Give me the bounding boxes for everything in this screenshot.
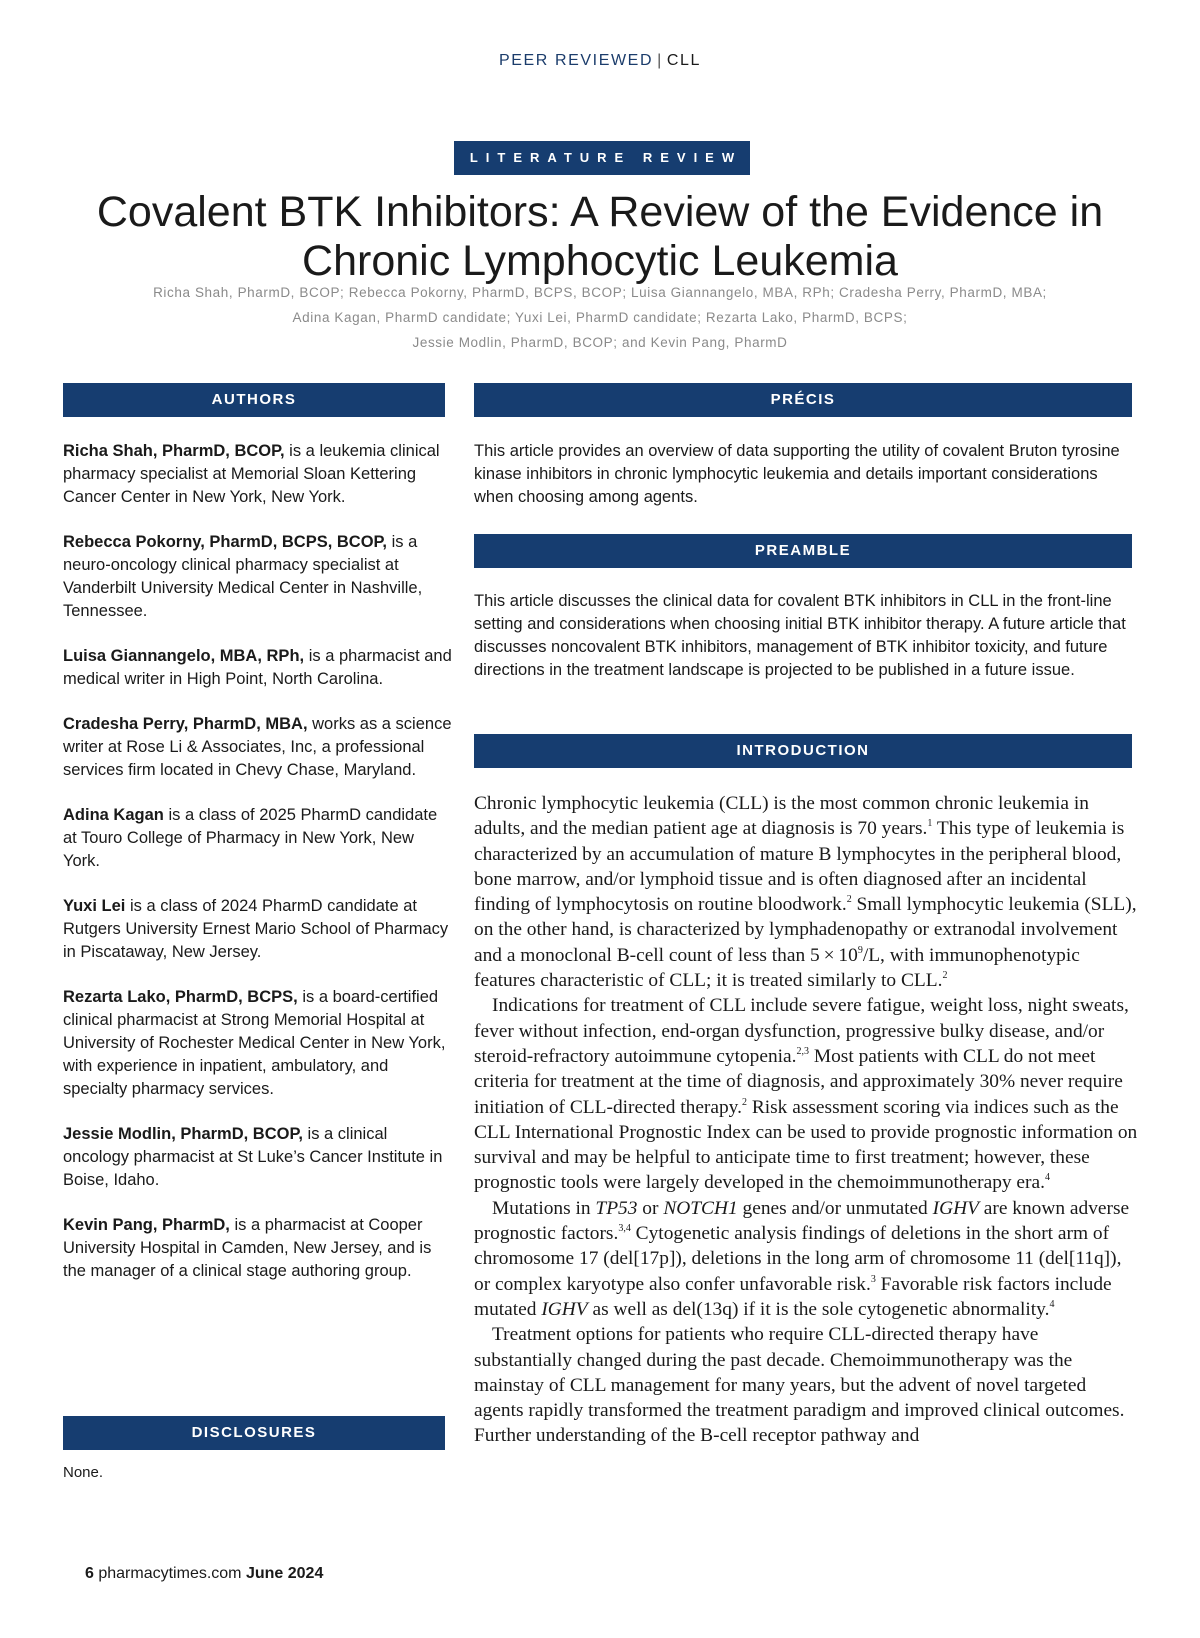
text-run: as well as del(13q) if it is the sole cytogenetic abnormality. <box>587 1298 1050 1320</box>
author-name: Yuxi Lei <box>63 897 126 915</box>
author-bio <box>63 986 455 1101</box>
gene-name: TP53 <box>595 1197 638 1219</box>
text-run: /L, with immunophenotypic features characteristic of CLL; it is treated similarly to CLL. <box>474 944 1080 992</box>
author-bio <box>63 645 455 691</box>
disclosures-text: None. <box>63 1464 104 1481</box>
author-description: is a pharmacist at Cooper University Hospital in Camden, New Jersey, and is the manager of a clinical stage authoring group. <box>63 1216 432 1280</box>
running-header <box>0 52 1200 70</box>
page-number: 6 <box>85 1565 94 1582</box>
author-name: Kevin Pang, PharmD, <box>63 1216 230 1234</box>
author-bio <box>63 440 455 509</box>
text-run: Small lymphocytic leukemia (SLL), on the other hand, is characterized by lymphadenopathy or extranodal involvement and a monoclonal B-cell count of less than 5 × 10 <box>474 894 1137 966</box>
author-byline <box>40 280 1160 355</box>
text-run: or <box>637 1197 664 1219</box>
author-bio <box>63 1123 455 1192</box>
gene-name: NOTCH1 <box>663 1197 738 1219</box>
reference-superscript: 2 <box>741 1096 747 1108</box>
footer-issue: June 2024 <box>245 1565 324 1582</box>
reference-superscript: 4 <box>1049 1298 1055 1310</box>
author-bio <box>63 713 455 782</box>
author-name: Jessie Modlin, PharmD, BCOP, <box>63 1125 303 1143</box>
author-bio <box>63 804 455 873</box>
page-footer <box>85 1565 323 1583</box>
text-run: Indications for treatment of CLL include severe fatigue, weight loss, night sweats, fever without infection, end-organ dysfunction, progressive bulky disease, and/or steroid-refractory autoimmune cytopenia. <box>474 995 1129 1067</box>
text-run: Cytogenetic analysis findings of deletions in the short arm of chromosome 17 (del[17p]), deletions in the long arm of chromosome 11 (del[11q]), or complex karyotype also confer unfavorable risk. <box>474 1223 1122 1295</box>
article-title <box>40 188 1160 286</box>
text-run: Mutations in <box>492 1197 596 1219</box>
intro-paragraph-1 <box>474 791 1139 993</box>
precis-text: This article provides an overview of data supporting the utility of covalent Bruton tyrosine kinase inhibitors in chronic lymphocytic leukemia and details important considerations when choosing among agents. <box>474 442 1120 506</box>
literature-review-badge: LITERATURE REVIEW <box>454 141 750 175</box>
title-line-1: Covalent BTK Inhibitors: A Review of the Evidence in <box>96 188 1104 236</box>
reference-superscript: 2 <box>846 894 852 906</box>
disclosures-heading: DISCLOSURES <box>63 1416 445 1450</box>
author-description: is a pharmacist and medical writer in High Point, North Carolina. <box>63 647 452 688</box>
text-run: Most patients with CLL do not meet criteria for treatment at the time of diagnosis, and approximately 30% never require initiation of CLL-directed therapy. <box>474 1045 1123 1118</box>
header-topic: CLL <box>666 52 702 69</box>
author-bios <box>63 440 455 1305</box>
authors-heading: AUTHORS <box>63 383 445 417</box>
text-run: Risk assessment scoring via indices such as the CLL International Prognostic Index can be used to provide prognostic information on survival and may be helpful to anticipate time to first treatment; however, these prognostic tools were largely developed in the chemoimmunotherapy era. <box>474 1096 1138 1194</box>
author-name: Richa Shah, PharmD, BCOP, <box>63 442 285 460</box>
reference-superscript: 2,3 <box>796 1045 810 1057</box>
reference-superscript: 2 <box>942 970 948 982</box>
intro-paragraph-3 <box>474 1196 1139 1322</box>
byline-line-2: Adina Kagan, PharmD candidate; Yuxi Lei, PharmD candidate; Rezarta Lako, PharmD, BCPS; <box>292 310 908 325</box>
header-section: PEER REVIEWED <box>498 52 654 69</box>
byline-line-1: Richa Shah, PharmD, BCOP; Rebecca Pokorny, PharmD, BCPS, BCOP; Luisa Giannangelo, MBA, RPh; Cradesha Perry, PharmD, MBA; <box>153 285 1047 300</box>
intro-paragraph-4: Treatment options for patients who require CLL-directed therapy have substantially changed during the past decade. Chemoimmunotherapy was the mainstay of CLL management for many years, but the advent of novel targeted agents rapidly transformed the treatment paradigm and improved clinical outcomes. Further understanding of the B-cell receptor pathway and <box>474 1324 1125 1447</box>
byline-line-3: Jessie Modlin, PharmD, BCOP; and Kevin Pang, PharmD <box>412 335 788 350</box>
author-name: Rezarta Lako, PharmD, BCPS, <box>63 988 298 1006</box>
text-run: are known adverse prognostic factors. <box>474 1197 1130 1245</box>
header-divider: | <box>657 52 663 69</box>
title-line-2: Chronic Lymphocytic Leukemia <box>302 237 898 285</box>
author-name: Rebecca Pokorny, PharmD, BCPS, BCOP, <box>63 533 387 551</box>
reference-superscript: 3 <box>870 1273 876 1285</box>
author-description: is a board-certified clinical pharmacist at Strong Memorial Hospital at University of Rochester Medical Center in New York, with experience in inpatient, ambulatory, and specialty pharmacy services. <box>63 988 446 1098</box>
author-bio <box>63 1214 455 1283</box>
introduction-body <box>474 791 1139 1449</box>
reference-superscript: 3,4 <box>618 1223 631 1235</box>
author-description: is a leukemia clinical pharmacy specialist at Memorial Sloan Kettering Cancer Center in New York, New York. <box>63 442 440 506</box>
footer-site: pharmacytimes.com <box>98 1565 242 1582</box>
author-name: Adina Kagan <box>63 806 164 824</box>
preamble-heading: PREAMBLE <box>474 534 1132 568</box>
gene-name: IGHV <box>541 1298 588 1320</box>
text-run: Favorable risk factors include mutated <box>474 1273 1112 1320</box>
author-bio <box>63 895 455 964</box>
text-run: Chronic lymphocytic leukemia (CLL) is the most common chronic leukemia in adults, and the median patient age at diagnosis is 70 years. <box>474 793 1089 840</box>
author-description: is a class of 2024 PharmD candidate at Rutgers University Ernest Mario School of Pharmacy in Piscataway, New Jersey. <box>63 897 449 961</box>
reference-superscript: 4 <box>1044 1172 1050 1184</box>
author-description: is a class of 2025 PharmD candidate at Touro College of Pharmacy in New York, New York. <box>63 806 438 870</box>
author-description: works as a science writer at Rose Li & Associates, Inc, a professional services firm located in Chevy Chase, Maryland. <box>63 715 452 779</box>
intro-paragraph-2 <box>474 993 1139 1195</box>
author-description: is a neuro-oncology clinical pharmacy specialist at Vanderbilt University Medical Center in Nashville, Tennessee. <box>63 533 423 620</box>
introduction-heading: INTRODUCTION <box>474 734 1132 768</box>
preamble-text: This article discusses the clinical data for covalent BTK inhibitors in CLL in the front-line setting and considerations when choosing initial BTK inhibitor therapy. A future article that discusses noncovalent BTK inhibitors, management of BTK inhibitor toxicity, and future directions in the treatment landscape is projected to be published in a future issue. <box>474 592 1126 679</box>
author-description: is a clinical oncology pharmacist at St Luke’s Cancer Institute in Boise, Idaho. <box>63 1125 443 1189</box>
author-name: Luisa Giannangelo, MBA, RPh, <box>63 647 305 665</box>
precis-heading: PRÉCIS <box>474 383 1132 417</box>
exponent-superscript: 9 <box>857 944 863 956</box>
gene-name: IGHV <box>932 1197 979 1219</box>
text-run: This type of leukemia is characterized by an accumulation of mature B lymphocytes in the peripheral blood, bone marrow, and/or lymphoid tissue and is often diagnosed after an incidental finding of lymphocytosis on routine bloodwork. <box>474 818 1125 916</box>
text-run: genes and/or unmutated <box>737 1197 933 1219</box>
reference-superscript: 1 <box>927 818 933 830</box>
author-bio <box>63 531 455 623</box>
author-name: Cradesha Perry, PharmD, MBA, <box>63 715 308 733</box>
